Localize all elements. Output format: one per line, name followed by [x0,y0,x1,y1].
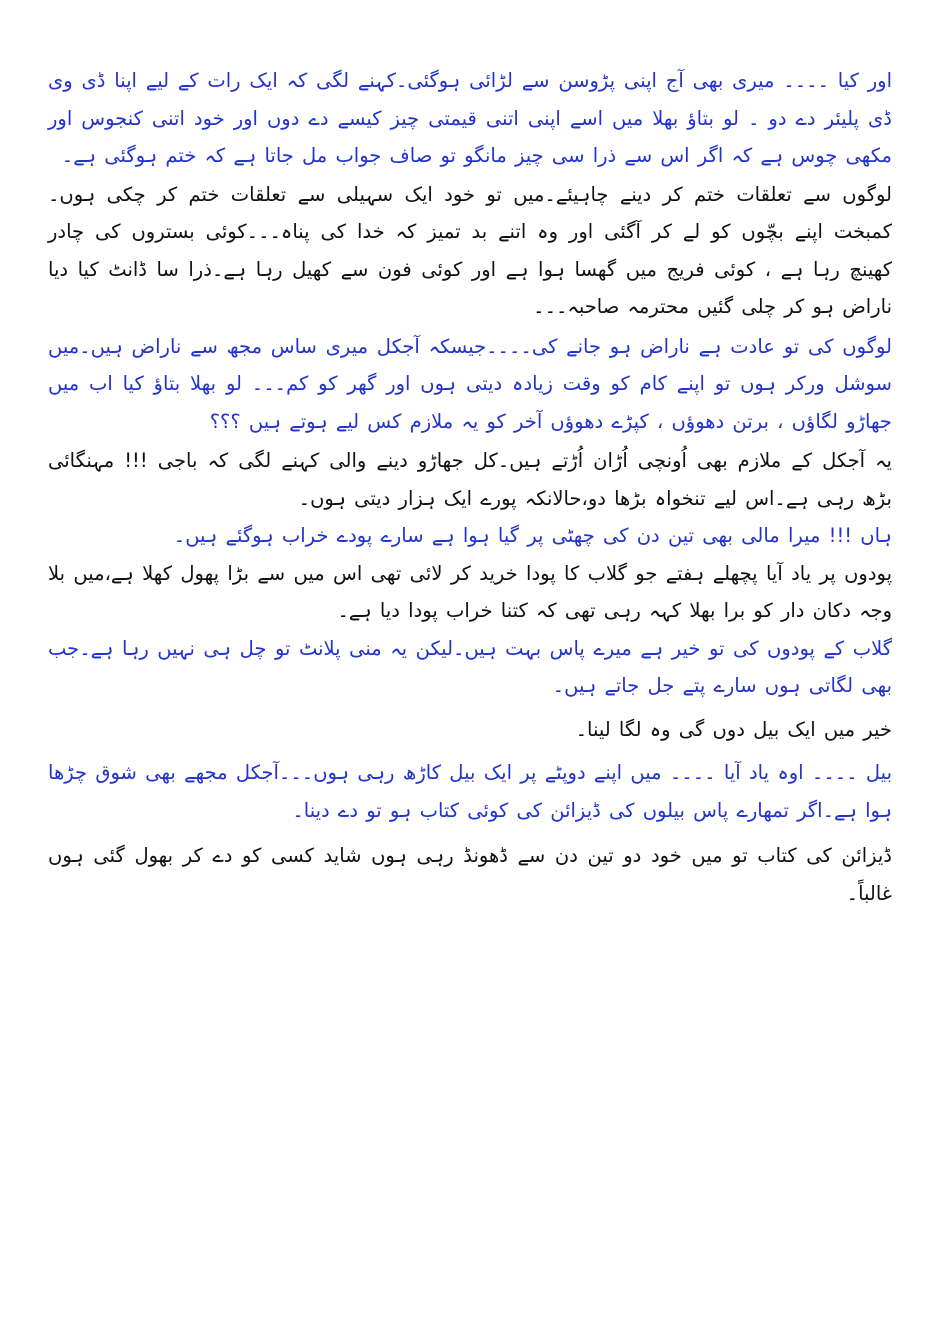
paragraph-1: اور کیا ۔۔۔۔ میری بھی آج اپنی پڑوسن سے لڑائی ہوگئی۔کہنے لگی کہ ایک رات کے لیے اپنا ڈی وی ڈی پلیئر دے دو ۔ لو بتاؤ بھلا میں اسے اپنی اتنی قیمتی چیز کیسے دے دوں اور خود اتنی کنجوس اور مکھی چوس ہے کہ اگر اس سے ذرا سی چیز مانگو تو صاف جواب مل جاتا ہے کہ ختم ہوگئی ہے۔ [48,69,892,167]
paragraph-5: ہاں !!! میرا مالی بھی تین دن کی چھٹی پر گیا ہوا ہے سارے پودے خراب ہوگئے ہیں۔ [173,524,892,547]
paragraph-6: پودوں پر یاد آیا پچھلے ہفتے جو گلاب کا پودا خرید کر لائی تھی اس میں سے بڑا پھول کھلا ہے،میں بلا وجہ دکان دار کو برا بھلا کہہ رہی تھی کہ کتنا خراب پودا دیا ہے۔ [48,561,892,622]
paragraph-7: گلاب کے پودوں کی تو خیر ہے میرے پاس بہت ہیں۔لیکن یہ منی پلانٹ تو چل ہی نہیں رہا ہے۔جب بھی لگاتی ہوں سارے پتے جل جاتے ہیں۔ [48,636,892,697]
paragraph-10: ڈیزائن کی کتاب تو میں خود دو تین دن سے ڈھونڈ رہی ہوں شاید کسی کو دے کر بھول گئی ہوں غالباً۔ [48,844,892,905]
paragraph-8: خیر میں ایک بیل دوں گی وہ لگا لینا۔ [575,717,892,741]
paragraph-3: لوگوں کی تو عادت ہے ناراض ہو جانے کی۔۔۔۔جیسکہ آجکل میری ساس مجھ سے ناراض ہیں۔میں سوشل ورکر ہوں تو اپنے کام کو وقت زیادہ دیتی ہوں اور گھر کو کم۔۔۔ لو بھلا بتاؤ کیا اب میں جھاڑو لگاؤں ، برتن دھوؤں ، کپڑے دھوؤں آخر کو یہ ملازم کس لیے ہوتے ہیں ؟؟؟ [48,334,892,433]
paragraph-9: بیل ۔۔۔۔ اوہ یاد آیا ۔۔۔۔ میں اپنے دوپٹے پر ایک بیل کاڑھ رہی ہوں۔۔۔آجکل مجھے بھی شوق چڑھا ہوا ہے۔اگر تمھارے پاس بیلوں کی ڈیزائن کی کوئی کتاب ہو تو دے دینا۔ [48,761,892,822]
paragraph-4: یہ آجکل کے ملازم بھی اُونچی اُڑان اُڑتے ہیں۔کل جھاڑو دینے والی کہنے لگی کہ باجی !!! مہنگائی بڑھ رہی ہے۔اس لیے تنخواہ بڑھا دو،حالانکہ پورے ایک ہزار دیتی ہوں۔ [48,449,892,510]
paragraph-2: لوگوں سے تعلقات ختم کر دینے چاہیئے۔میں تو خود ایک سہیلی سے تعلقات ختم کر چکی ہوں۔کمبخت اپنے بچّوں کو لے کر آگئی اور وہ اتنے بد تمیز کہ خدا کی پناہ۔۔۔کوئی بستروں کی چادر کھینچ رہا ہے ، کوئی فریج میں گھسا ہوا ہے اور کوئی فون سے کھیل رہا ہے۔ذرا سا ڈانٹ کیا دیا ناراض ہو کر چلی گئیں محترمہ صاحبہ۔۔۔ [48,182,892,318]
